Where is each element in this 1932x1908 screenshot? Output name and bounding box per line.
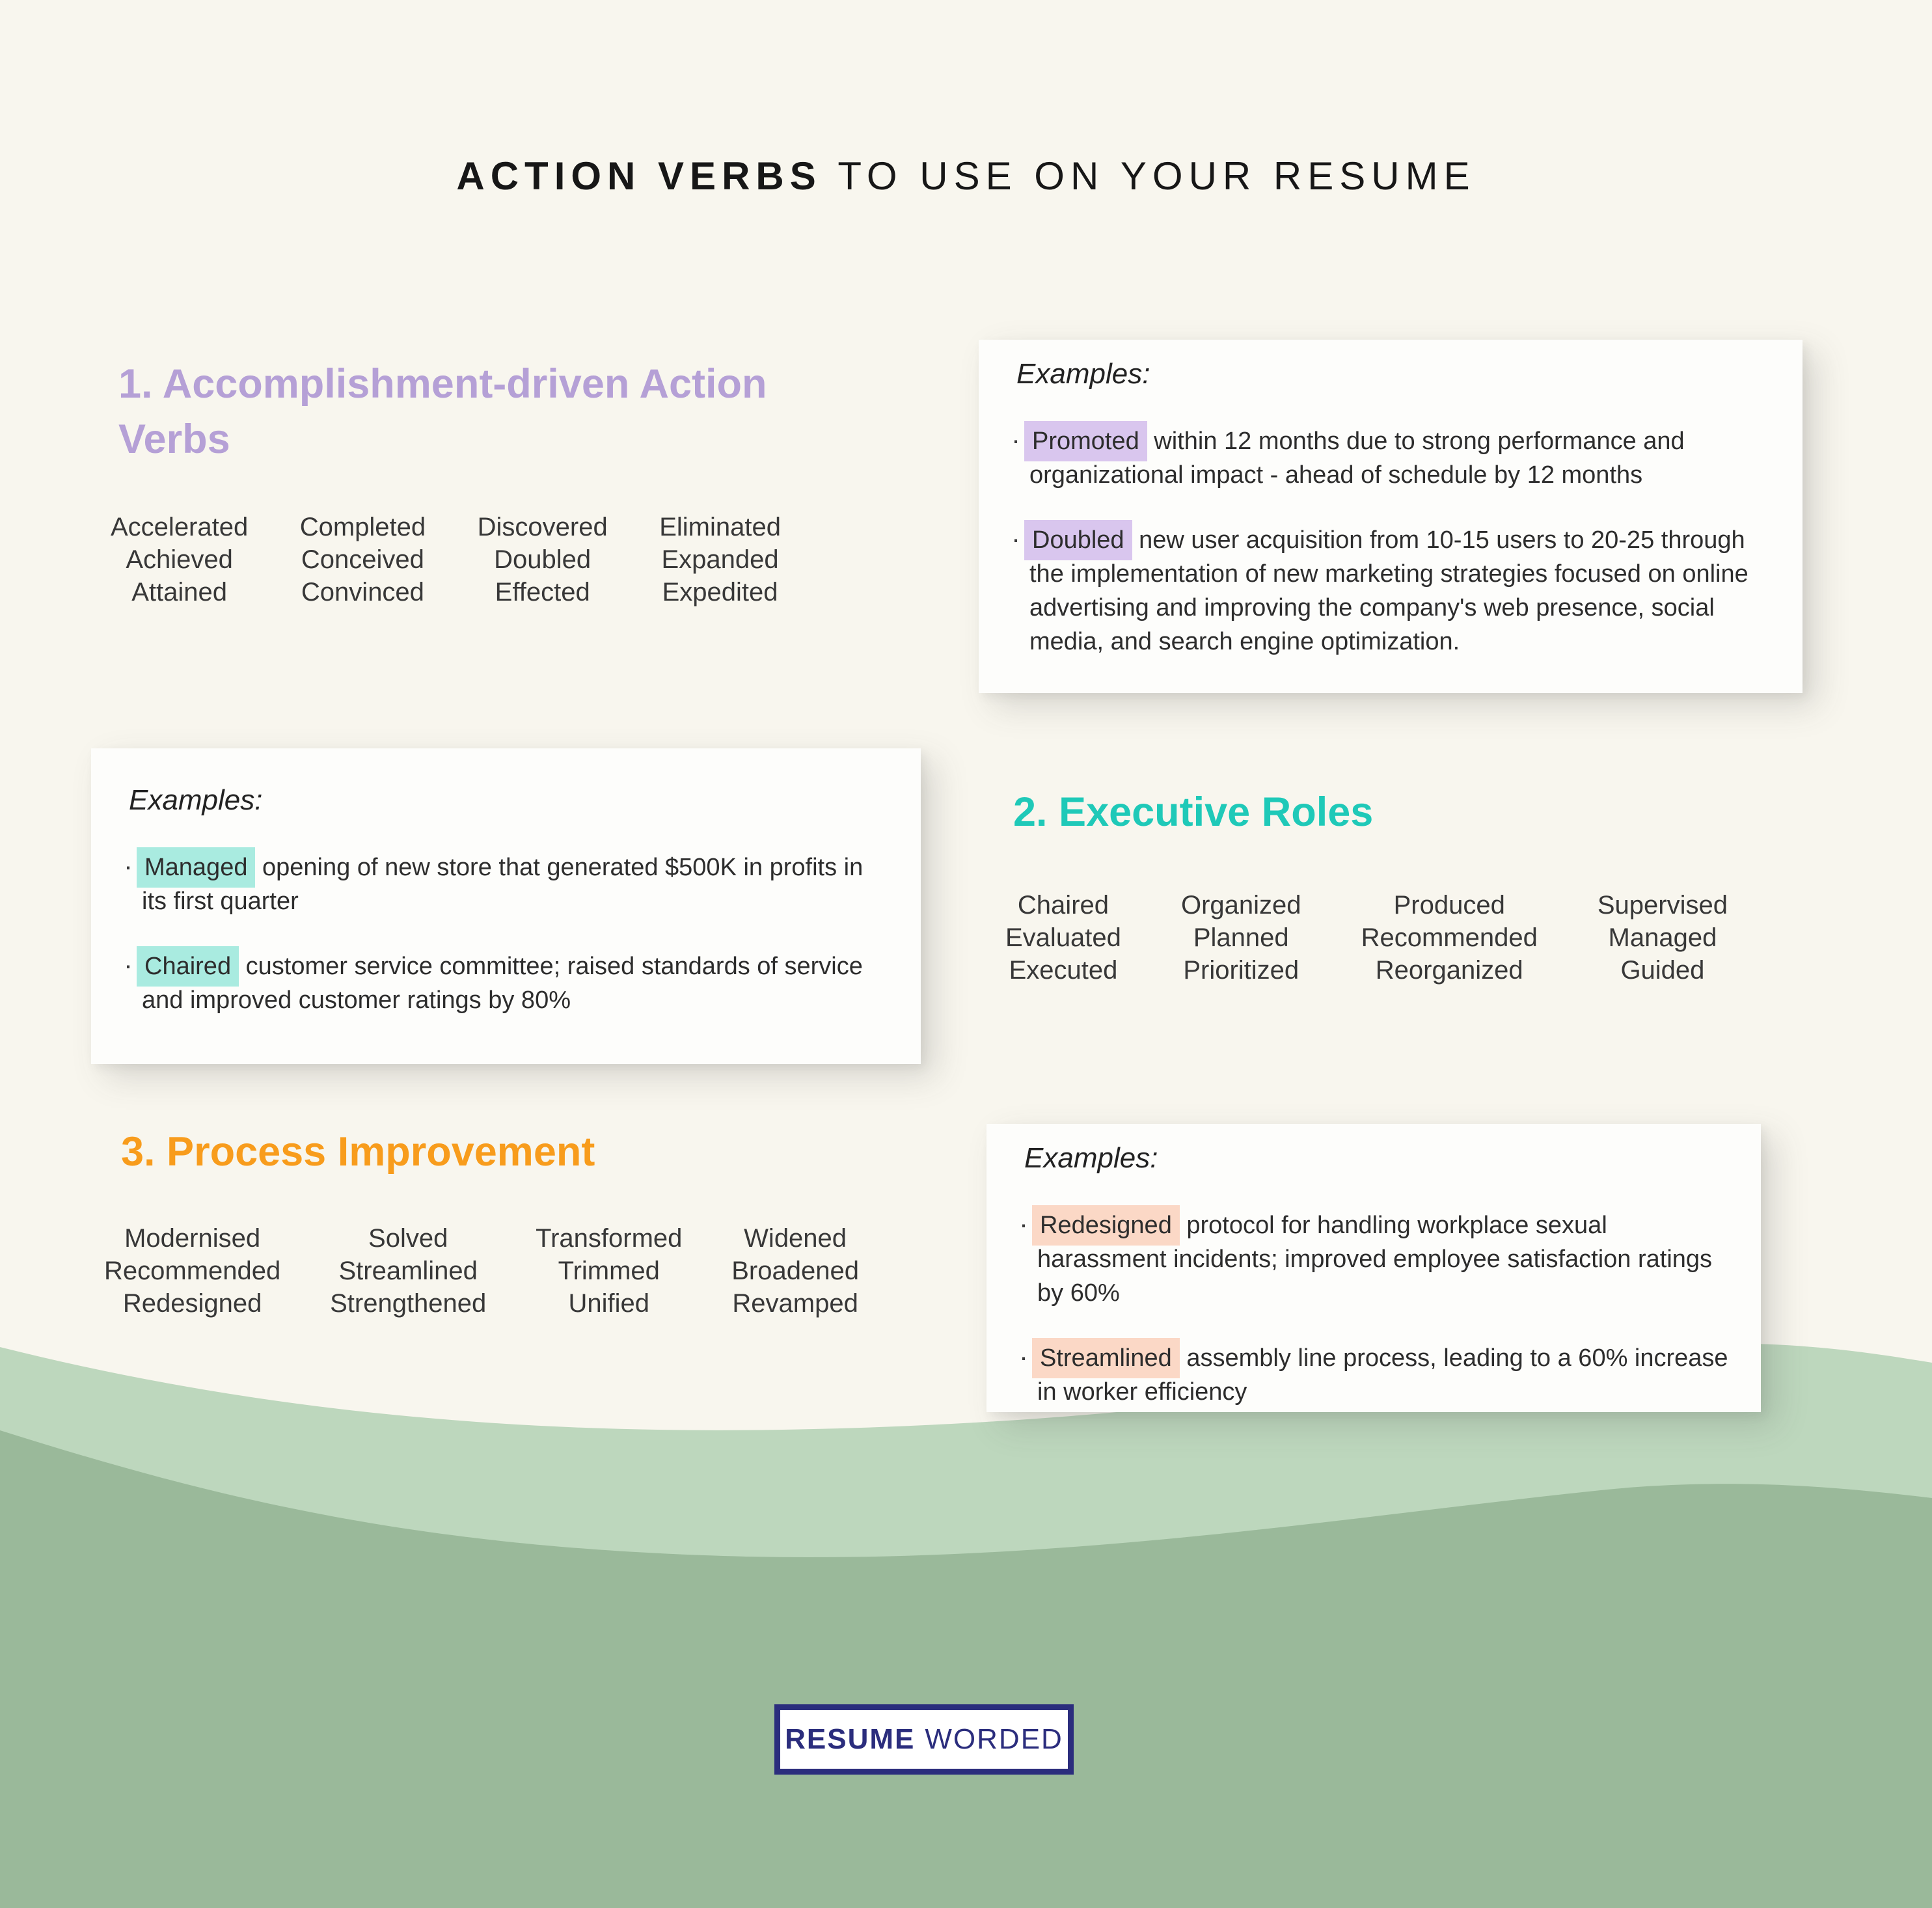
bullet-dot-icon: ·: [1019, 1208, 1028, 1239]
examples-label: Examples:: [1024, 1142, 1158, 1174]
verb-word: Redesigned: [122, 1289, 262, 1318]
examples-label: Examples:: [129, 784, 263, 816]
verb-column: [104, 1222, 280, 1320]
resume-worded-logo: [774, 1704, 1074, 1775]
verb-column: [330, 1222, 486, 1320]
bullet-dot-icon: ·: [1011, 424, 1020, 455]
verb-word: Solved: [368, 1224, 448, 1253]
example-text: Streamlined assembly line process, leading to a 60% increase in worker efficiency: [1037, 1341, 1737, 1409]
verb-word: Transformed: [536, 1224, 683, 1253]
verb-word: Achieved: [126, 545, 233, 574]
verb-word: Streamlined: [338, 1257, 478, 1285]
verb-column: [659, 511, 781, 608]
verb-word: Modernised: [124, 1224, 261, 1253]
section-3-heading: 3. Process Improvement: [121, 1129, 595, 1175]
verb-word: Organized: [1180, 891, 1301, 920]
examples-list: [122, 851, 891, 1017]
highlighted-verb: Doubled: [1024, 520, 1132, 560]
highlighted-verb: Streamlined: [1032, 1338, 1180, 1378]
verb-word: Unified: [568, 1289, 650, 1318]
verb-word: Strengthened: [330, 1289, 487, 1318]
section-1-verb-grid: [111, 511, 781, 608]
verb-column: [1598, 889, 1728, 987]
verb-word: Expedited: [662, 578, 778, 606]
verb-word: Produced: [1393, 891, 1505, 920]
example-bullet: [122, 851, 891, 918]
examples-box-3: [986, 1124, 1761, 1412]
section-3-verb-grid: [104, 1222, 859, 1320]
verb-word: Accelerated: [111, 513, 249, 541]
highlighted-verb: Chaired: [137, 946, 239, 987]
verb-word: Planned: [1193, 923, 1289, 952]
verb-word: Effected: [495, 578, 590, 606]
page-title: [0, 154, 1932, 198]
verb-word: Recommended: [1361, 923, 1538, 952]
example-text: Doubled new user acquisition from 10-15 users to 20-25 through the implementation of new marketing strategies focused on online advertising and improving the company's web presence, social media, and search engine optimization.: [1029, 523, 1773, 659]
examples-box-1: [979, 340, 1803, 693]
example-text: Redesigned protocol for handling workplace sexual harassment incidents; improved employee satisfaction ratings by 60%: [1037, 1208, 1737, 1310]
verb-word: Chaired: [1017, 891, 1109, 920]
logo-text-light: WORDED: [925, 1723, 1063, 1755]
example-bullet: [1018, 1341, 1737, 1409]
verb-column: [1005, 889, 1121, 987]
verb-word: Executed: [1009, 956, 1118, 985]
verb-word: Prioritized: [1183, 956, 1299, 985]
verb-word: Conceived: [301, 545, 424, 574]
verb-column: [731, 1222, 859, 1320]
example-bullet: [1010, 523, 1773, 659]
verb-word: Evaluated: [1005, 923, 1121, 952]
example-text: Promoted within 12 months due to strong performance and organizational impact - ahead of schedule by 12 months: [1029, 424, 1773, 492]
example-bullet: [1018, 1208, 1737, 1310]
examples-list: [1018, 1208, 1737, 1409]
examples-label: Examples:: [1016, 358, 1150, 390]
examples-list: [1010, 424, 1773, 659]
verb-word: Broadened: [731, 1257, 859, 1285]
example-text: Managed opening of new store that generated $500K in profits in its first quarter: [142, 851, 891, 918]
verb-word: Eliminated: [659, 513, 781, 541]
example-bullet: [122, 949, 891, 1017]
verb-word: Managed: [1608, 923, 1717, 952]
example-text: Chaired customer service committee; raised standards of service and improved customer ratings by 80%: [142, 949, 891, 1017]
logo-text-bold: RESUME: [785, 1723, 916, 1755]
verb-column: [1361, 889, 1538, 987]
verb-word: Widened: [744, 1224, 847, 1253]
section-2-verb-grid: [1005, 889, 1728, 987]
verb-column: [1181, 889, 1301, 987]
bullet-dot-icon: ·: [124, 851, 133, 881]
highlighted-verb: Promoted: [1024, 421, 1147, 461]
verb-word: Doubled: [494, 545, 592, 574]
verb-column: [300, 511, 426, 608]
verb-word: Revamped: [732, 1289, 858, 1318]
page-title-rest: TO USE ON YOUR RESUME: [821, 154, 1476, 198]
verb-word: Expanded: [661, 545, 779, 574]
verb-word: Reorganized: [1375, 956, 1523, 985]
verb-column: [478, 511, 608, 608]
verb-column: [111, 511, 248, 608]
bullet-dot-icon: ·: [1019, 1341, 1028, 1372]
verb-word: Recommended: [104, 1257, 281, 1285]
examples-box-2: [91, 748, 921, 1064]
section-1-heading: 1. Accomplishment-driven Action Verbs: [118, 361, 767, 463]
verb-word: Guided: [1620, 956, 1705, 985]
verb-word: Supervised: [1597, 891, 1728, 920]
highlighted-verb: Redesigned: [1032, 1205, 1180, 1246]
verb-word: Discovered: [477, 513, 608, 541]
example-bullet: [1010, 424, 1773, 492]
verb-word: Trimmed: [558, 1257, 660, 1285]
verb-column: [536, 1222, 682, 1320]
verb-word: Convinced: [301, 578, 424, 606]
verb-word: Attained: [131, 578, 227, 606]
highlighted-verb: Managed: [137, 847, 255, 888]
bullet-dot-icon: ·: [124, 949, 133, 980]
bullet-dot-icon: ·: [1011, 523, 1020, 554]
verb-word: Completed: [299, 513, 426, 541]
section-2-heading: 2. Executive Roles: [1013, 789, 1374, 835]
page-title-bold: ACTION VERBS: [456, 154, 822, 198]
